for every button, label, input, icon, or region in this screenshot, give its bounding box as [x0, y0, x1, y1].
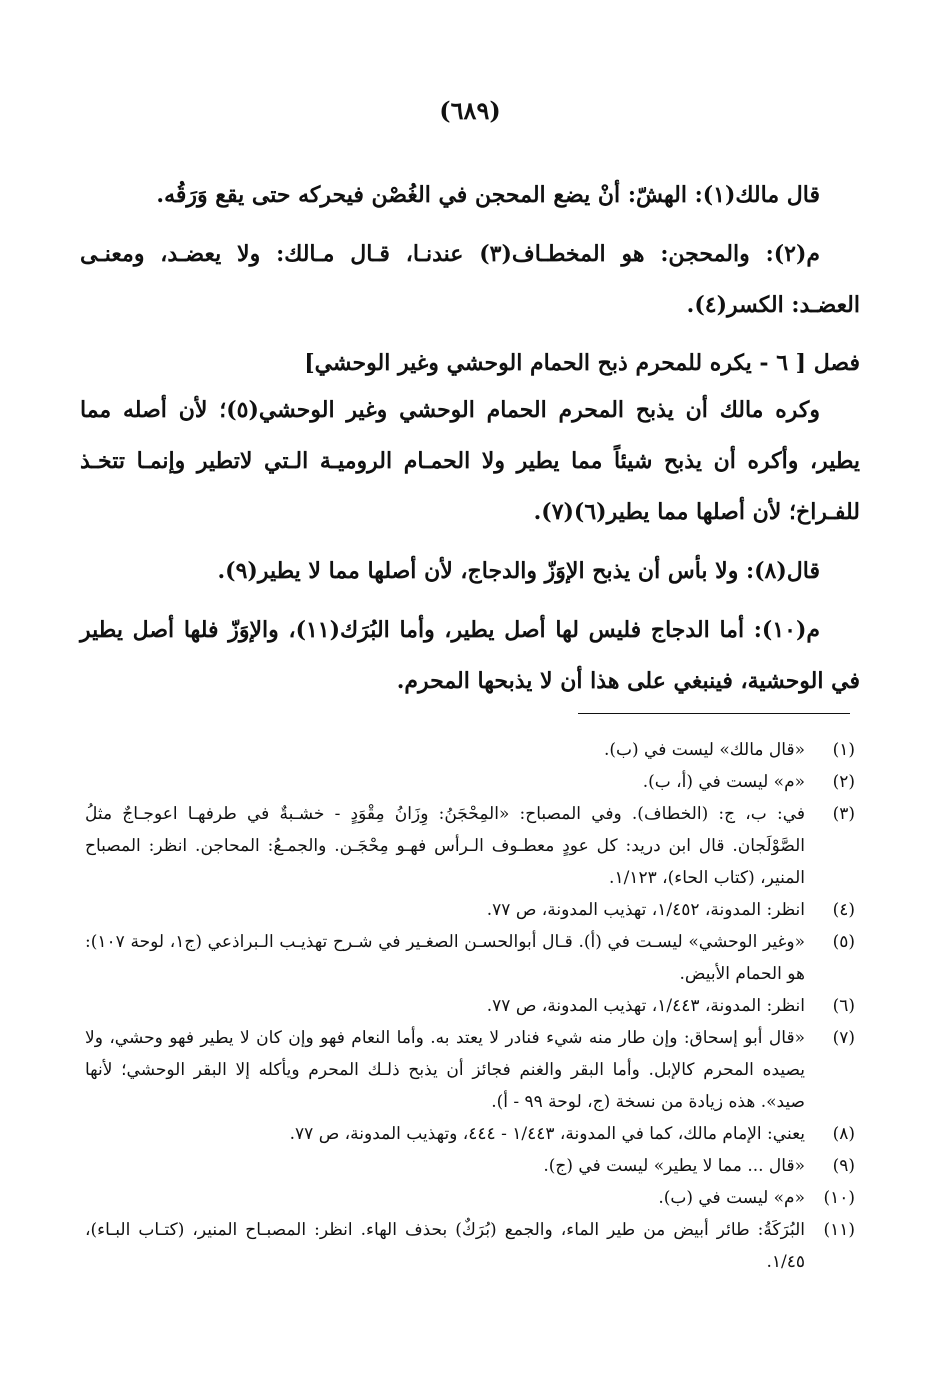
footnote-text: «قال مالك» ليست في (ب).	[603, 740, 805, 760]
footnote	[85, 1214, 855, 1278]
footnote-text: «وغير الوحشي» ليسـت في (أ). قـال أبوالحسـن الصغـير في شـرح تهذيـب الـبراذعي (ج١، لوحة ١٠٧): هو الحمام الأبيض.	[85, 932, 806, 984]
footnote-separator	[578, 713, 850, 714]
footnote	[85, 1118, 855, 1150]
footnote-number: (٥)	[832, 932, 855, 952]
paragraph: قال(٨): ولا بأس أن يذبح الإوَزّ والدجاج، لأن أصلها مما لا يطير(٩).	[217, 558, 820, 584]
footnote-number: (٨)	[832, 1124, 855, 1144]
footnote-text: «م» ليست في (أ، ب).	[642, 772, 805, 792]
footnote-text: «م» ليست في (ب).	[658, 1188, 805, 1208]
footnote	[85, 926, 855, 990]
paragraph: م(٢): والمحجن: هو المخطـاف(٣) عندنـا، قـال مـالك: ولا يعضـد، ومعنـى العضـد: الكسر(٤).	[80, 241, 860, 318]
footnote	[85, 734, 855, 766]
footnote	[85, 1182, 855, 1214]
footnote	[85, 1150, 855, 1182]
footnote	[85, 990, 855, 1022]
footnote	[85, 798, 855, 894]
section-title: فصل [ ٦ - يكره للمحرم ذبح الحمام الوحشي وغير الوحشي]	[304, 350, 860, 376]
footnote-text: في: ب، ج: (الخطاف). وفي المصباح: «المِحْجَنُ: وِزَانُ مِقْوَدٍ - خشـبةٌ في طرفهـا اعوجـاجٌ مثلُ الصَّوْلَجان. قال ابن دريد: كل عودٍ معطـوف الـرأس فهـو مِحْجَـن. والجمـعُ: المحاجن. انظر: المصباح المنير، (كتاب الحاء)، ١/١٢٣.	[85, 804, 805, 888]
footnote-number: (٧)	[832, 1028, 855, 1048]
footnote	[85, 766, 855, 798]
page-number: (٦٨٩)	[439, 96, 501, 125]
footnote-number: (٣)	[832, 804, 855, 824]
footnotes	[85, 734, 855, 1278]
footnote-number: (٤)	[832, 900, 855, 920]
paragraph: م(١٠): أما الدجاج فليس لها أصل يطير، وأما البُرَك(١١)، والإوَزّ فلها أصل يطير في الوحشية، فينبغي على هذا أن لا يذبحها المحرم.	[80, 617, 860, 694]
main-text	[80, 170, 860, 715]
footnote-number: (١)	[832, 740, 855, 760]
footnote-number: (١١)	[823, 1220, 855, 1240]
footnote-text: انظر: المدونة، ١/٤٤٣، تهذيب المدونة، ص ٧٧.	[486, 996, 805, 1016]
footnote	[85, 894, 855, 926]
footnote-number: (١٠)	[823, 1188, 855, 1208]
footnote-text: «قال ... مما لا يطير» ليست في (ج).	[543, 1156, 805, 1176]
footnote-text: يعني: الإمام مالك، كما في المدونة، ١/٤٤٣ - ٤٤٤، وتهذيب المدونة، ص ٧٧.	[289, 1124, 805, 1144]
footnote-number: (٦)	[832, 996, 855, 1016]
footnote-text: البُرَكَةُ: طائر أبيض من طير الماء، والجمع (بُرَكٌ) بحذف الهاء. انظر: المصبـاح المنير، (كتـاب البـاء)، ١/٤٥.	[85, 1220, 805, 1272]
paragraph: وكره مالك أن يذبح المحرم الحمام الوحشي وغير الوحشي(٥)؛ لأن أصله مما يطير، وأكره أن يذبح شيئاً مما يطير ولا الحمـام الروميـة الـتي لاتطير وإنمـا تتخـذ للفـراخ؛ لأن أصلها مما يطير(٦)(٧).	[80, 397, 860, 525]
footnote-text: «قال أبو إسحاق: وإن طار منه شيء فنادر لا يعتد به. وأما النعام فهو وإن كان لا يطير فهو وحشي، ولا يصيده المحرم كالإبل. وأما البقر والغنم فجائز أن يذبح ذلـك المحرم ويأكله إلا البقر الوحشي؛ لأنها صيد». هذه زيادة من نسخة (ج، لوحة ٩٩ - أ).	[85, 1028, 805, 1112]
paragraph: قال مالك(١): الهشّ: أنْ يضع المحجن في الغُصْن فيحركه حتى يقع وَرَقُه.	[156, 182, 820, 208]
footnote-number: (٩)	[832, 1156, 855, 1176]
footnote	[85, 1022, 855, 1118]
footnote-text: انظر: المدونة، ١/٤٥٢، تهذيب المدونة، ص ٧٧.	[486, 900, 805, 920]
footnote-number: (٢)	[832, 772, 855, 792]
